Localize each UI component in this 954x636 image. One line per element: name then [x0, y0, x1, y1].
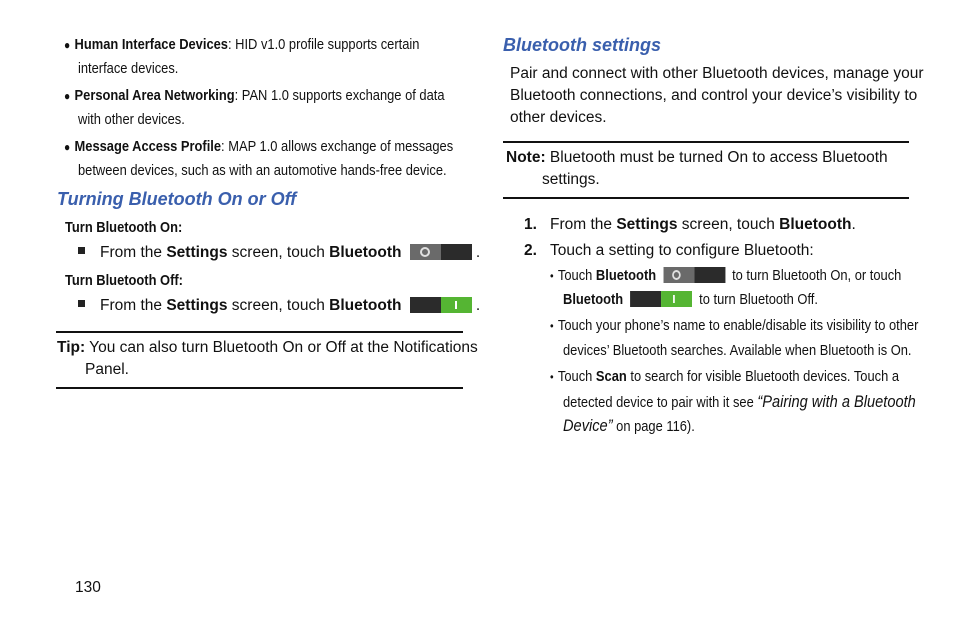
link-pairing-cont[interactable]: Device”: [563, 416, 613, 435]
bluetooth-toggle-on-icon[interactable]: [410, 297, 472, 313]
note-line-1: Note: Bluetooth must be turned On to access Bluetooth: [506, 149, 888, 166]
sub-bullet-visibility: • Touch your phone’s name to enable/disable its visibility to other: [550, 317, 919, 334]
sub-bullet-scan-cont: detected device to pair with it see “Pairing with a Bluetooth: [563, 392, 916, 411]
square-bullet: [78, 300, 85, 307]
sub-bullet-scan-cont2: Device” on page 116).: [563, 416, 695, 435]
desc-hid: : HID v1.0 profile supports certain: [227, 36, 420, 53]
step-turn-off: From the Settings screen, touch Bluetooth .: [78, 295, 480, 317]
bullet-dot: ●: [64, 140, 71, 154]
step-1: 1. From the Settings screen, touch Bluetooth.: [524, 216, 856, 233]
tip-top-rule: [56, 331, 463, 333]
label-turn-off: Turn Bluetooth Off:: [65, 272, 183, 289]
sub-bullet-scan: • Touch Scan to search for visible Bluetooth devices. Touch a: [550, 368, 900, 385]
page-number: 130: [75, 579, 101, 596]
note-label: Note:: [506, 149, 546, 166]
bullet-map: [64, 135, 453, 159]
bluetooth-toggle-on-icon[interactable]: [630, 291, 692, 307]
bullet-dot: ●: [64, 89, 71, 103]
bullet-dot: •: [550, 319, 554, 333]
square-bullet: [78, 247, 85, 254]
label-turn-on: Turn Bluetooth On:: [65, 219, 183, 236]
step-2: 2. Touch a setting to configure Bluetooth:: [524, 242, 814, 259]
bullet-pan: [64, 84, 445, 108]
step-turn-on: From the Settings screen, touch Bluetooth .: [78, 242, 480, 264]
bullet-hid: [64, 33, 419, 57]
bluetooth-toggle-off-icon[interactable]: [410, 244, 472, 260]
term-map: Message Access Profile: [74, 138, 222, 155]
bullet-pan-cont: with other devices.: [78, 111, 185, 128]
tip-bottom-rule: [56, 387, 463, 389]
bullet-dot: ●: [64, 38, 71, 52]
note-top-rule: [503, 141, 909, 143]
tip-line-2: Panel.: [85, 361, 129, 378]
desc-pan: : PAN 1.0 supports exchange of data: [234, 87, 445, 104]
bluetooth-toggle-off-icon[interactable]: [663, 267, 725, 283]
sub-bullet-toggle-cont: Bluetooth to turn Bluetooth Off.: [563, 291, 818, 308]
bullet-dot: •: [550, 269, 554, 283]
desc-map: : MAP 1.0 allows exchange of messages: [221, 138, 454, 155]
sub-bullet-toggle: • Touch Bluetooth to turn Bluetooth On, or touch: [550, 267, 902, 284]
term-pan: Personal Area Networking: [74, 87, 235, 104]
heading-bluetooth-settings: Bluetooth settings: [503, 35, 661, 55]
intro-line-1: Pair and connect with other Bluetooth devices, manage your: [510, 65, 924, 82]
heading-turning-bluetooth: Turning Bluetooth On or Off: [57, 189, 297, 209]
sub-bullet-visibility-cont: devices’ Bluetooth searches. Available when Bluetooth is On.: [563, 342, 912, 359]
note-line-2: settings.: [542, 171, 600, 188]
intro-line-3: other devices.: [510, 109, 607, 126]
link-pairing[interactable]: “Pairing with a Bluetooth: [757, 392, 916, 411]
intro-line-2: Bluetooth connections, and control your device’s visibility to: [510, 87, 918, 104]
note-bottom-rule: [503, 197, 909, 199]
tip-label: Tip:: [57, 339, 86, 356]
tip-line-1: Tip: You can also turn Bluetooth On or Off at the Notifications: [57, 339, 478, 356]
term-hid: Human Interface Devices: [74, 36, 228, 53]
bullet-hid-cont: interface devices.: [78, 60, 179, 77]
bullet-map-cont: between devices, such as with an automotive hands-free device.: [78, 162, 447, 179]
bullet-dot: •: [550, 370, 554, 384]
